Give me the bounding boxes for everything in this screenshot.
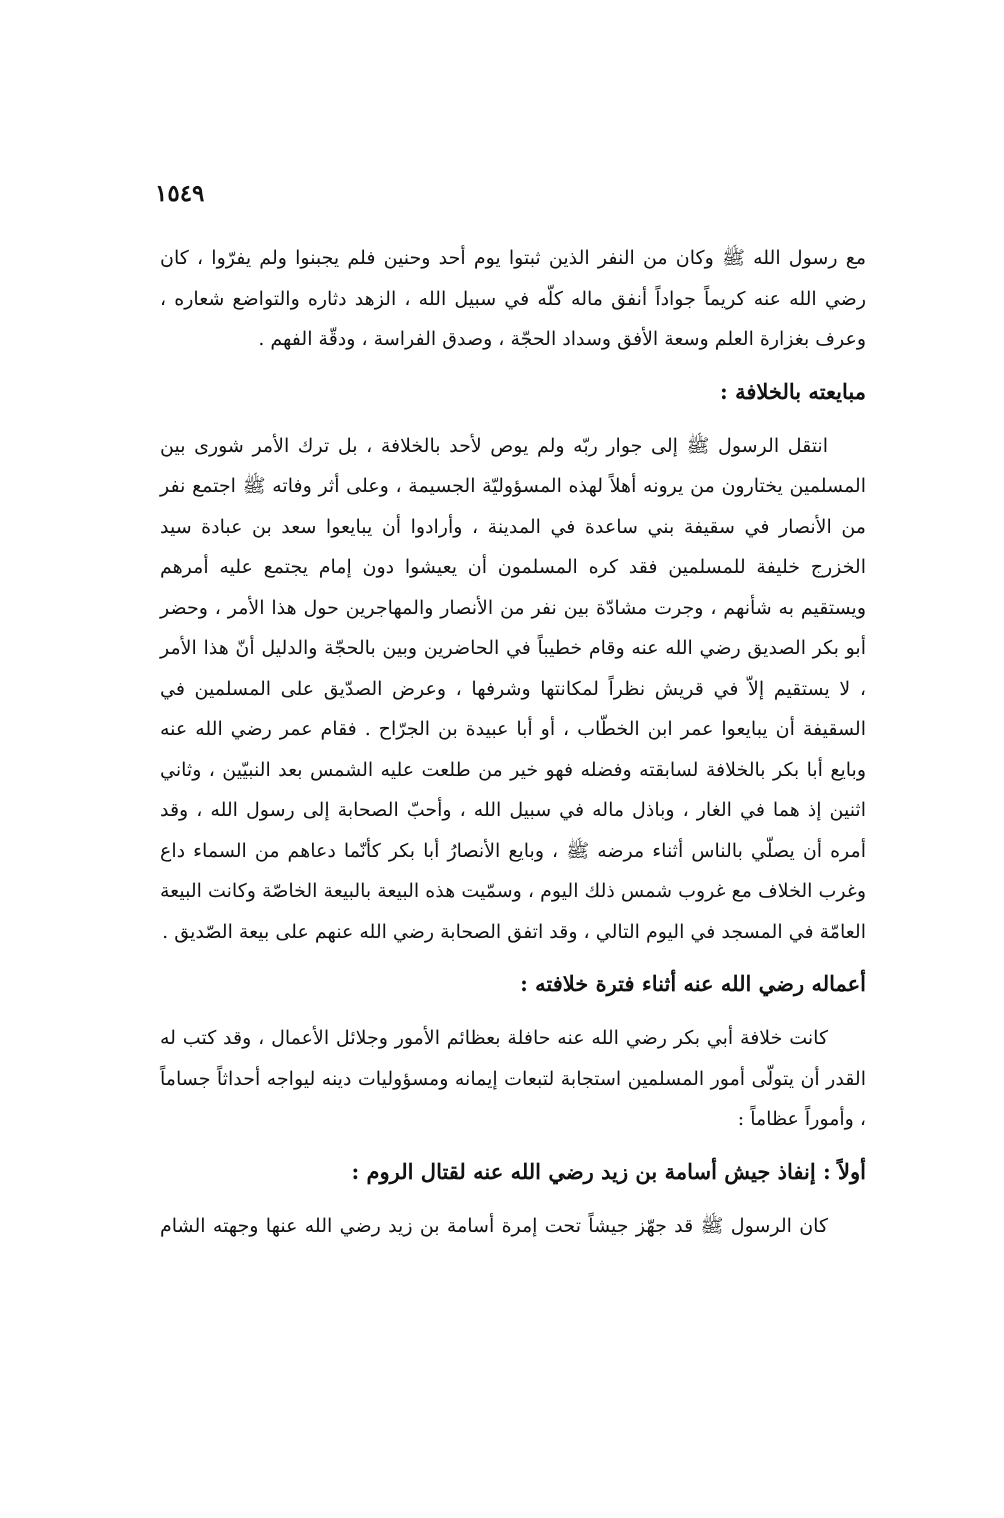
usama-army-paragraph: كان الرسول ﷺ قد جهّز جيشاً تحت إمرة أسامة بن زيد رضي الله عنها وجهته الشام — [160, 1214, 828, 1237]
section-heading-caliphate-allegiance: مبايعته بالخلافة : — [720, 378, 866, 404]
caliphate-deeds-paragraph: كانت خلافة أبي بكر رضي الله عنه حافلة بعظائم الأمور وجلائل الأعمال ، وقد كتب له القدر أن يتولّى أمور المسلمين استجابة لتبعات إيمانه ومسؤوليات دينه ليواجه أحداثاً جساماً ، وأموراً عظاماً : — [160, 1027, 866, 1130]
page-number: ١٥٤٩ — [155, 180, 205, 207]
intro-paragraph: مع رسول الله ﷺ وكان من النفر الذين ثبتوا يوم أحد وحنين فلم يجبنوا ولم يفرّوا ، كان رضي الله عنه كريماً جواداً أنفق ماله كلّه في سبيل الله ، الزهد دثاره والتواضع شعاره ، وعرف بغزارة العلم وسعة الأفق وسداد الحجّة ، وصدق الفراسة ، ودقّة الفهم . — [160, 247, 866, 350]
section-heading-caliphate-deeds: أعماله رضي الله عنه أثناء فترة خلافته : — [520, 971, 866, 996]
caliphate-allegiance-paragraph: انتقل الرسول ﷺ إلى جوار ربّه ولم يوص لأحد بالخلافة ، بل ترك الأمر شورى بين المسلمين يختارون من يرونه أهلاً لهذه المسؤوليّة الجسيمة ، وعلى أثر وفاته ﷺ اجتمع نفر من الأنصار في سقيفة بني ساعدة في المدينة ، وأرادوا أن يبايعوا سعد بن عبادة سيد الخزرج خليفة للمسلمين فقد كره المسلمون أن يعيشوا دون إمام يجتمع عليه أمرهم ويستقيم به شأنهم ، وجرت مشادّة بين نفر من الأنصار والمهاجرين حول هذا الأمر ، وحضر أبو بكر الصديق رضي الله عنه وقام خطيباً في الحاضرين وبين بالحجّة والدليل أنّ هذا الأمر ، لا يستقيم إلاّ في قريش نظراً لمكانتها وشرفها ، وعرض الصدّيق على المسلمين في السقيفة أن يبايعوا عمر ابن الخطّاب ، أو أبا عبيدة بن الجرّاح . فقام عمر رضي الله عنه وبايع أبا بكر بالخلافة لسابقته وفضله فهو خير من طلعت عليه الشمس بعد النبيّين ، وثاني اثنين إذ هما في الغار ، وباذل ماله في سبيل الله ، وأحبّ الصحابة إلى رسول الله ، وقد أمره أن يصلّي بالناس أثناء مرضه ﷺ ، وبايع الأنصارُ أبا بكر كأنّما دعاهم من السماء داع وغرب الخلاف مع غروب شمس ذلك اليوم ، وسمّيت هذه البيعة بالبيعة الخاصّة وكانت البيعة العامّة في المسجد في اليوم التالي ، وقد اتفق الصحابة رضي الله عنهم على بيعة الصّديق . — [160, 434, 866, 943]
section-heading-usama-army: أولاً : إنفاذ جيش أسامة بن زيد رضي الله عنه لقتال الروم : — [351, 1158, 866, 1184]
page-body — [160, 238, 866, 1246]
